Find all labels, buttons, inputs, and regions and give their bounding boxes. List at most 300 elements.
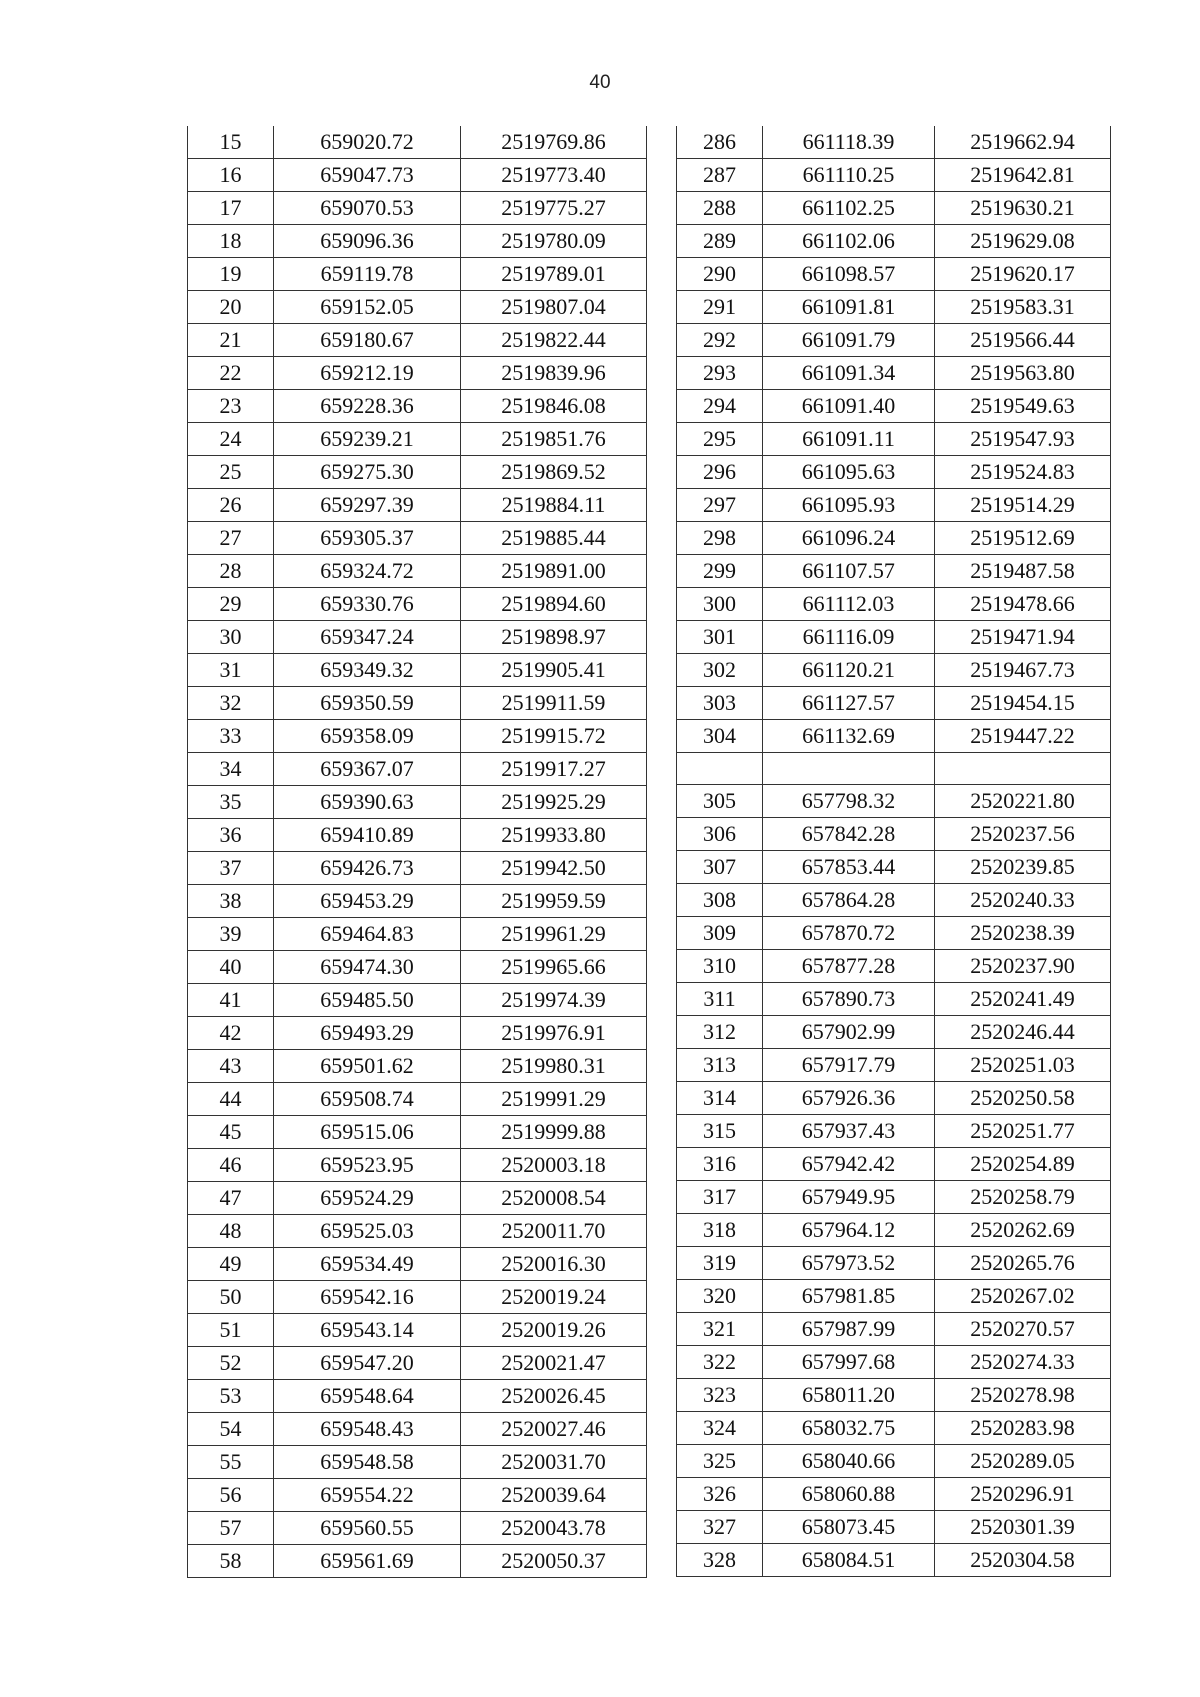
y-coordinate-cell: 2519629.08 — [935, 225, 1111, 258]
x-coordinate-cell: 658060.88 — [763, 1478, 935, 1511]
point-number-cell: 26 — [188, 489, 274, 522]
table-row — [188, 390, 647, 423]
y-coordinate-cell: 2520270.57 — [935, 1313, 1111, 1346]
y-coordinate-cell: 2519662.94 — [935, 126, 1111, 159]
x-coordinate-cell: 661112.03 — [763, 588, 935, 621]
y-coordinate-cell: 2520011.70 — [461, 1215, 647, 1248]
y-coordinate-cell: 2520027.46 — [461, 1413, 647, 1446]
table-row — [677, 1313, 1111, 1346]
point-number-cell: 44 — [188, 1083, 274, 1116]
x-coordinate-cell: 661091.11 — [763, 423, 935, 456]
table-row — [677, 489, 1111, 522]
y-coordinate-cell: 2520246.44 — [935, 1016, 1111, 1049]
x-coordinate-cell: 661116.09 — [763, 621, 935, 654]
table-row — [677, 555, 1111, 588]
x-coordinate-cell: 657937.43 — [763, 1115, 935, 1148]
table-row — [677, 687, 1111, 720]
y-coordinate-cell: 2520262.69 — [935, 1214, 1111, 1247]
y-coordinate-cell: 2519620.17 — [935, 258, 1111, 291]
x-coordinate-cell: 661098.57 — [763, 258, 935, 291]
x-coordinate-cell: 657890.73 — [763, 983, 935, 1016]
table-row — [677, 1346, 1111, 1379]
point-number-cell: 302 — [677, 654, 763, 687]
table-row — [677, 258, 1111, 291]
table-row — [677, 1082, 1111, 1115]
table-row — [188, 687, 647, 720]
point-number-cell: 300 — [677, 588, 763, 621]
point-number-cell: 41 — [188, 984, 274, 1017]
x-coordinate-cell: 659324.72 — [274, 555, 461, 588]
y-coordinate-cell: 2519524.83 — [935, 456, 1111, 489]
point-number-cell: 296 — [677, 456, 763, 489]
y-coordinate-cell: 2519991.29 — [461, 1083, 647, 1116]
x-coordinate-cell: 659508.74 — [274, 1083, 461, 1116]
point-number-cell: 327 — [677, 1511, 763, 1544]
table-row — [188, 654, 647, 687]
table-row — [677, 851, 1111, 884]
y-coordinate-cell: 2520031.70 — [461, 1446, 647, 1479]
y-coordinate-cell: 2519454.15 — [935, 687, 1111, 720]
table-row — [677, 720, 1111, 753]
x-coordinate-cell: 661091.40 — [763, 390, 935, 423]
point-number-cell: 39 — [188, 918, 274, 951]
point-number-cell: 30 — [188, 621, 274, 654]
x-coordinate-cell: 659464.83 — [274, 918, 461, 951]
table-row — [677, 522, 1111, 555]
point-number-cell: 318 — [677, 1214, 763, 1247]
x-coordinate-cell: 657981.85 — [763, 1280, 935, 1313]
x-coordinate-cell: 659390.63 — [274, 786, 461, 819]
x-coordinate-cell: 657926.36 — [763, 1082, 935, 1115]
table-row — [677, 291, 1111, 324]
x-coordinate-cell: 659426.73 — [274, 852, 461, 885]
point-number-cell: 55 — [188, 1446, 274, 1479]
table-row — [677, 1181, 1111, 1214]
table-row — [188, 984, 647, 1017]
point-number-cell: 321 — [677, 1313, 763, 1346]
table-row — [677, 917, 1111, 950]
x-coordinate-cell: 659275.30 — [274, 456, 461, 489]
point-number-cell: 37 — [188, 852, 274, 885]
x-coordinate-cell: 659119.78 — [274, 258, 461, 291]
table-row — [677, 1016, 1111, 1049]
table-row — [188, 1281, 647, 1314]
x-coordinate-cell: 659047.73 — [274, 159, 461, 192]
point-number-cell: 50 — [188, 1281, 274, 1314]
y-coordinate-cell: 2519775.27 — [461, 192, 647, 225]
table-row — [677, 225, 1111, 258]
point-number-cell: 43 — [188, 1050, 274, 1083]
point-number-cell: 312 — [677, 1016, 763, 1049]
point-number-cell: 314 — [677, 1082, 763, 1115]
y-coordinate-cell: 2520019.24 — [461, 1281, 647, 1314]
x-coordinate-cell: 659330.76 — [274, 588, 461, 621]
table-row — [188, 258, 647, 291]
table-row — [677, 357, 1111, 390]
y-coordinate-cell: 2519933.80 — [461, 819, 647, 852]
x-coordinate-cell: 657964.12 — [763, 1214, 935, 1247]
table-row — [677, 1049, 1111, 1082]
x-coordinate-cell: 661102.06 — [763, 225, 935, 258]
table-row — [677, 1511, 1111, 1544]
point-number-cell: 294 — [677, 390, 763, 423]
y-coordinate-cell: 2520237.90 — [935, 950, 1111, 983]
point-number-cell: 319 — [677, 1247, 763, 1280]
y-coordinate-cell: 2519471.94 — [935, 621, 1111, 654]
table-row — [188, 1479, 647, 1512]
point-number-cell: 303 — [677, 687, 763, 720]
x-coordinate-cell: 657987.99 — [763, 1313, 935, 1346]
table-row — [188, 324, 647, 357]
point-number-cell: 301 — [677, 621, 763, 654]
x-coordinate-cell: 661096.24 — [763, 522, 935, 555]
x-coordinate-cell: 657973.52 — [763, 1247, 935, 1280]
y-coordinate-cell: 2520021.47 — [461, 1347, 647, 1380]
point-number-cell: 290 — [677, 258, 763, 291]
table-row — [188, 1017, 647, 1050]
x-coordinate-cell: 659347.24 — [274, 621, 461, 654]
table-row — [188, 1182, 647, 1215]
x-coordinate-cell: 659305.37 — [274, 522, 461, 555]
table-row — [677, 950, 1111, 983]
point-number-cell: 288 — [677, 192, 763, 225]
table-row — [188, 126, 647, 159]
table-row — [188, 522, 647, 555]
point-number-cell: 309 — [677, 917, 763, 950]
point-number-cell: 311 — [677, 983, 763, 1016]
point-number-cell: 51 — [188, 1314, 274, 1347]
y-coordinate-cell: 2520250.58 — [935, 1082, 1111, 1115]
y-coordinate-cell: 2519773.40 — [461, 159, 647, 192]
y-coordinate-cell: 2519769.86 — [461, 126, 647, 159]
y-coordinate-cell: 2520274.33 — [935, 1346, 1111, 1379]
point-number-cell: 287 — [677, 159, 763, 192]
y-coordinate-cell: 2520301.39 — [935, 1511, 1111, 1544]
point-number-cell: 305 — [677, 785, 763, 818]
coordinate-table-right — [676, 126, 1111, 1577]
y-coordinate-cell: 2519915.72 — [461, 720, 647, 753]
point-number-cell: 328 — [677, 1544, 763, 1577]
x-coordinate-cell: 657870.72 — [763, 917, 935, 950]
point-number-cell: 325 — [677, 1445, 763, 1478]
coordinate-table-left-body — [188, 126, 647, 1578]
x-coordinate-cell: 659020.72 — [274, 126, 461, 159]
y-coordinate-cell: 2520258.79 — [935, 1181, 1111, 1214]
table-row — [188, 1347, 647, 1380]
y-coordinate-cell: 2519822.44 — [461, 324, 647, 357]
x-coordinate-cell: 659410.89 — [274, 819, 461, 852]
point-number-cell: 326 — [677, 1478, 763, 1511]
point-number-cell: 324 — [677, 1412, 763, 1445]
table-row — [188, 1149, 647, 1182]
y-coordinate-cell — [935, 753, 1111, 785]
y-coordinate-cell: 2519905.41 — [461, 654, 647, 687]
point-number-cell: 58 — [188, 1545, 274, 1578]
table-row — [677, 1412, 1111, 1445]
table-row — [677, 1379, 1111, 1412]
point-number-cell: 35 — [188, 786, 274, 819]
y-coordinate-cell: 2519974.39 — [461, 984, 647, 1017]
table-row — [188, 489, 647, 522]
table-row — [677, 456, 1111, 489]
y-coordinate-cell: 2520267.02 — [935, 1280, 1111, 1313]
y-coordinate-cell: 2519942.50 — [461, 852, 647, 885]
x-coordinate-cell: 659548.58 — [274, 1446, 461, 1479]
point-number-cell: 307 — [677, 851, 763, 884]
y-coordinate-cell: 2520016.30 — [461, 1248, 647, 1281]
table-row — [677, 785, 1111, 818]
x-coordinate-cell: 661095.93 — [763, 489, 935, 522]
table-row — [188, 1314, 647, 1347]
page-number: 40 — [589, 72, 611, 93]
x-coordinate-cell: 659493.29 — [274, 1017, 461, 1050]
x-coordinate-cell: 661132.69 — [763, 720, 935, 753]
x-coordinate-cell: 658040.66 — [763, 1445, 935, 1478]
point-number-cell: 291 — [677, 291, 763, 324]
point-number-cell: 40 — [188, 951, 274, 984]
x-coordinate-cell: 657942.42 — [763, 1148, 935, 1181]
x-coordinate-cell: 657949.95 — [763, 1181, 935, 1214]
table-row — [677, 324, 1111, 357]
point-number-cell: 20 — [188, 291, 274, 324]
y-coordinate-cell: 2520251.77 — [935, 1115, 1111, 1148]
y-coordinate-cell: 2519839.96 — [461, 357, 647, 390]
y-coordinate-cell: 2519980.31 — [461, 1050, 647, 1083]
point-number-cell: 15 — [188, 126, 274, 159]
x-coordinate-cell: 659560.55 — [274, 1512, 461, 1545]
point-number-cell: 293 — [677, 357, 763, 390]
table-row — [188, 918, 647, 951]
point-number-cell: 310 — [677, 950, 763, 983]
x-coordinate-cell: 658011.20 — [763, 1379, 935, 1412]
table-row — [677, 621, 1111, 654]
x-coordinate-cell: 659547.20 — [274, 1347, 461, 1380]
point-number-cell: 29 — [188, 588, 274, 621]
point-number-cell: 306 — [677, 818, 763, 851]
x-coordinate-cell: 661091.34 — [763, 357, 935, 390]
y-coordinate-cell: 2520019.26 — [461, 1314, 647, 1347]
table-row — [677, 1544, 1111, 1577]
x-coordinate-cell: 661095.63 — [763, 456, 935, 489]
y-coordinate-cell: 2519447.22 — [935, 720, 1111, 753]
x-coordinate-cell: 658032.75 — [763, 1412, 935, 1445]
x-coordinate-cell: 661102.25 — [763, 192, 935, 225]
x-coordinate-cell: 657842.28 — [763, 818, 935, 851]
x-coordinate-cell: 661127.57 — [763, 687, 935, 720]
point-number-cell: 53 — [188, 1380, 274, 1413]
table-row — [188, 621, 647, 654]
table-row — [188, 786, 647, 819]
x-coordinate-cell: 659501.62 — [274, 1050, 461, 1083]
x-coordinate-cell: 659239.21 — [274, 423, 461, 456]
point-number-cell: 295 — [677, 423, 763, 456]
y-coordinate-cell: 2519467.73 — [935, 654, 1111, 687]
x-coordinate-cell: 659524.29 — [274, 1182, 461, 1215]
point-number-cell: 315 — [677, 1115, 763, 1148]
x-coordinate-cell: 661091.79 — [763, 324, 935, 357]
y-coordinate-cell: 2520237.56 — [935, 818, 1111, 851]
y-coordinate-cell: 2519487.58 — [935, 555, 1111, 588]
y-coordinate-cell: 2520240.33 — [935, 884, 1111, 917]
table-row — [677, 1445, 1111, 1478]
point-number-cell: 33 — [188, 720, 274, 753]
x-coordinate-cell: 661118.39 — [763, 126, 935, 159]
table-row — [188, 753, 647, 786]
table-row — [188, 1380, 647, 1413]
table-row — [677, 1214, 1111, 1247]
point-number-cell: 46 — [188, 1149, 274, 1182]
y-coordinate-cell: 2520050.37 — [461, 1545, 647, 1578]
y-coordinate-cell: 2519891.00 — [461, 555, 647, 588]
table-row — [188, 588, 647, 621]
point-number-cell: 54 — [188, 1413, 274, 1446]
y-coordinate-cell: 2519869.52 — [461, 456, 647, 489]
point-number-cell — [677, 753, 763, 785]
y-coordinate-cell: 2520283.98 — [935, 1412, 1111, 1445]
x-coordinate-cell: 659180.67 — [274, 324, 461, 357]
y-coordinate-cell: 2520003.18 — [461, 1149, 647, 1182]
point-number-cell: 21 — [188, 324, 274, 357]
y-coordinate-cell: 2519642.81 — [935, 159, 1111, 192]
y-coordinate-cell: 2519894.60 — [461, 588, 647, 621]
y-coordinate-cell: 2520304.58 — [935, 1544, 1111, 1577]
point-number-cell: 308 — [677, 884, 763, 917]
y-coordinate-cell: 2519549.63 — [935, 390, 1111, 423]
x-coordinate-cell: 657864.28 — [763, 884, 935, 917]
table-row — [188, 456, 647, 489]
y-coordinate-cell: 2520251.03 — [935, 1049, 1111, 1082]
point-number-cell: 304 — [677, 720, 763, 753]
point-number-cell: 22 — [188, 357, 274, 390]
y-coordinate-cell: 2520289.05 — [935, 1445, 1111, 1478]
table-row — [188, 885, 647, 918]
table-row — [188, 1512, 647, 1545]
point-number-cell: 316 — [677, 1148, 763, 1181]
x-coordinate-cell: 659548.43 — [274, 1413, 461, 1446]
x-coordinate-cell: 659561.69 — [274, 1545, 461, 1578]
y-coordinate-cell: 2519563.80 — [935, 357, 1111, 390]
point-number-cell: 32 — [188, 687, 274, 720]
table-row — [677, 1280, 1111, 1313]
table-row — [677, 1148, 1111, 1181]
x-coordinate-cell: 661091.81 — [763, 291, 935, 324]
point-number-cell: 17 — [188, 192, 274, 225]
x-coordinate-cell: 659453.29 — [274, 885, 461, 918]
table-row — [188, 225, 647, 258]
table-row — [188, 1446, 647, 1479]
y-coordinate-cell: 2519925.29 — [461, 786, 647, 819]
point-number-cell: 313 — [677, 1049, 763, 1082]
x-coordinate-cell: 659534.49 — [274, 1248, 461, 1281]
x-coordinate-cell: 657902.99 — [763, 1016, 935, 1049]
y-coordinate-cell: 2519583.31 — [935, 291, 1111, 324]
x-coordinate-cell: 659212.19 — [274, 357, 461, 390]
table-row — [188, 1248, 647, 1281]
table-row — [188, 951, 647, 984]
x-coordinate-cell: 659542.16 — [274, 1281, 461, 1314]
x-coordinate-cell: 659070.53 — [274, 192, 461, 225]
x-coordinate-cell: 657997.68 — [763, 1346, 935, 1379]
y-coordinate-cell: 2519780.09 — [461, 225, 647, 258]
table-row — [188, 423, 647, 456]
point-number-cell: 24 — [188, 423, 274, 456]
point-number-cell: 42 — [188, 1017, 274, 1050]
table-row — [677, 1247, 1111, 1280]
y-coordinate-cell: 2520221.80 — [935, 785, 1111, 818]
point-number-cell: 323 — [677, 1379, 763, 1412]
table-row — [188, 357, 647, 390]
point-number-cell: 320 — [677, 1280, 763, 1313]
table-row — [677, 159, 1111, 192]
point-number-cell: 57 — [188, 1512, 274, 1545]
x-coordinate-cell: 657917.79 — [763, 1049, 935, 1082]
x-coordinate-cell: 659523.95 — [274, 1149, 461, 1182]
table-row — [188, 555, 647, 588]
table-row — [188, 159, 647, 192]
y-coordinate-cell: 2519884.11 — [461, 489, 647, 522]
point-number-cell: 28 — [188, 555, 274, 588]
x-coordinate-cell: 659297.39 — [274, 489, 461, 522]
x-coordinate-cell — [763, 753, 935, 785]
x-coordinate-cell: 661120.21 — [763, 654, 935, 687]
y-coordinate-cell: 2520254.89 — [935, 1148, 1111, 1181]
y-coordinate-cell: 2519514.29 — [935, 489, 1111, 522]
y-coordinate-cell: 2520278.98 — [935, 1379, 1111, 1412]
y-coordinate-cell: 2519911.59 — [461, 687, 647, 720]
x-coordinate-cell: 659367.07 — [274, 753, 461, 786]
x-coordinate-cell: 659152.05 — [274, 291, 461, 324]
table-row — [188, 720, 647, 753]
y-coordinate-cell: 2519789.01 — [461, 258, 647, 291]
x-coordinate-cell: 661110.25 — [763, 159, 935, 192]
table-row — [677, 390, 1111, 423]
point-number-cell: 297 — [677, 489, 763, 522]
x-coordinate-cell: 659485.50 — [274, 984, 461, 1017]
y-coordinate-cell: 2520241.49 — [935, 983, 1111, 1016]
point-number-cell: 23 — [188, 390, 274, 423]
point-number-cell: 36 — [188, 819, 274, 852]
y-coordinate-cell: 2520296.91 — [935, 1478, 1111, 1511]
table-row — [677, 1115, 1111, 1148]
y-coordinate-cell: 2519959.59 — [461, 885, 647, 918]
table-row — [188, 192, 647, 225]
x-coordinate-cell: 659554.22 — [274, 1479, 461, 1512]
y-coordinate-cell: 2519885.44 — [461, 522, 647, 555]
point-number-cell: 48 — [188, 1215, 274, 1248]
x-coordinate-cell: 659096.36 — [274, 225, 461, 258]
x-coordinate-cell: 657877.28 — [763, 950, 935, 983]
point-number-cell: 322 — [677, 1346, 763, 1379]
point-number-cell: 317 — [677, 1181, 763, 1214]
point-number-cell: 31 — [188, 654, 274, 687]
y-coordinate-cell: 2520026.45 — [461, 1380, 647, 1413]
y-coordinate-cell: 2520043.78 — [461, 1512, 647, 1545]
y-coordinate-cell: 2519478.66 — [935, 588, 1111, 621]
coordinate-table-left — [187, 126, 647, 1578]
y-coordinate-cell: 2520039.64 — [461, 1479, 647, 1512]
coordinate-table-right-body — [677, 126, 1111, 1577]
x-coordinate-cell: 659515.06 — [274, 1116, 461, 1149]
table-row — [188, 1215, 647, 1248]
y-coordinate-cell: 2520265.76 — [935, 1247, 1111, 1280]
point-number-cell: 38 — [188, 885, 274, 918]
point-number-cell: 45 — [188, 1116, 274, 1149]
x-coordinate-cell: 659349.32 — [274, 654, 461, 687]
table-row — [188, 1545, 647, 1578]
table-row — [677, 983, 1111, 1016]
table-row — [188, 1083, 647, 1116]
table-row — [677, 818, 1111, 851]
